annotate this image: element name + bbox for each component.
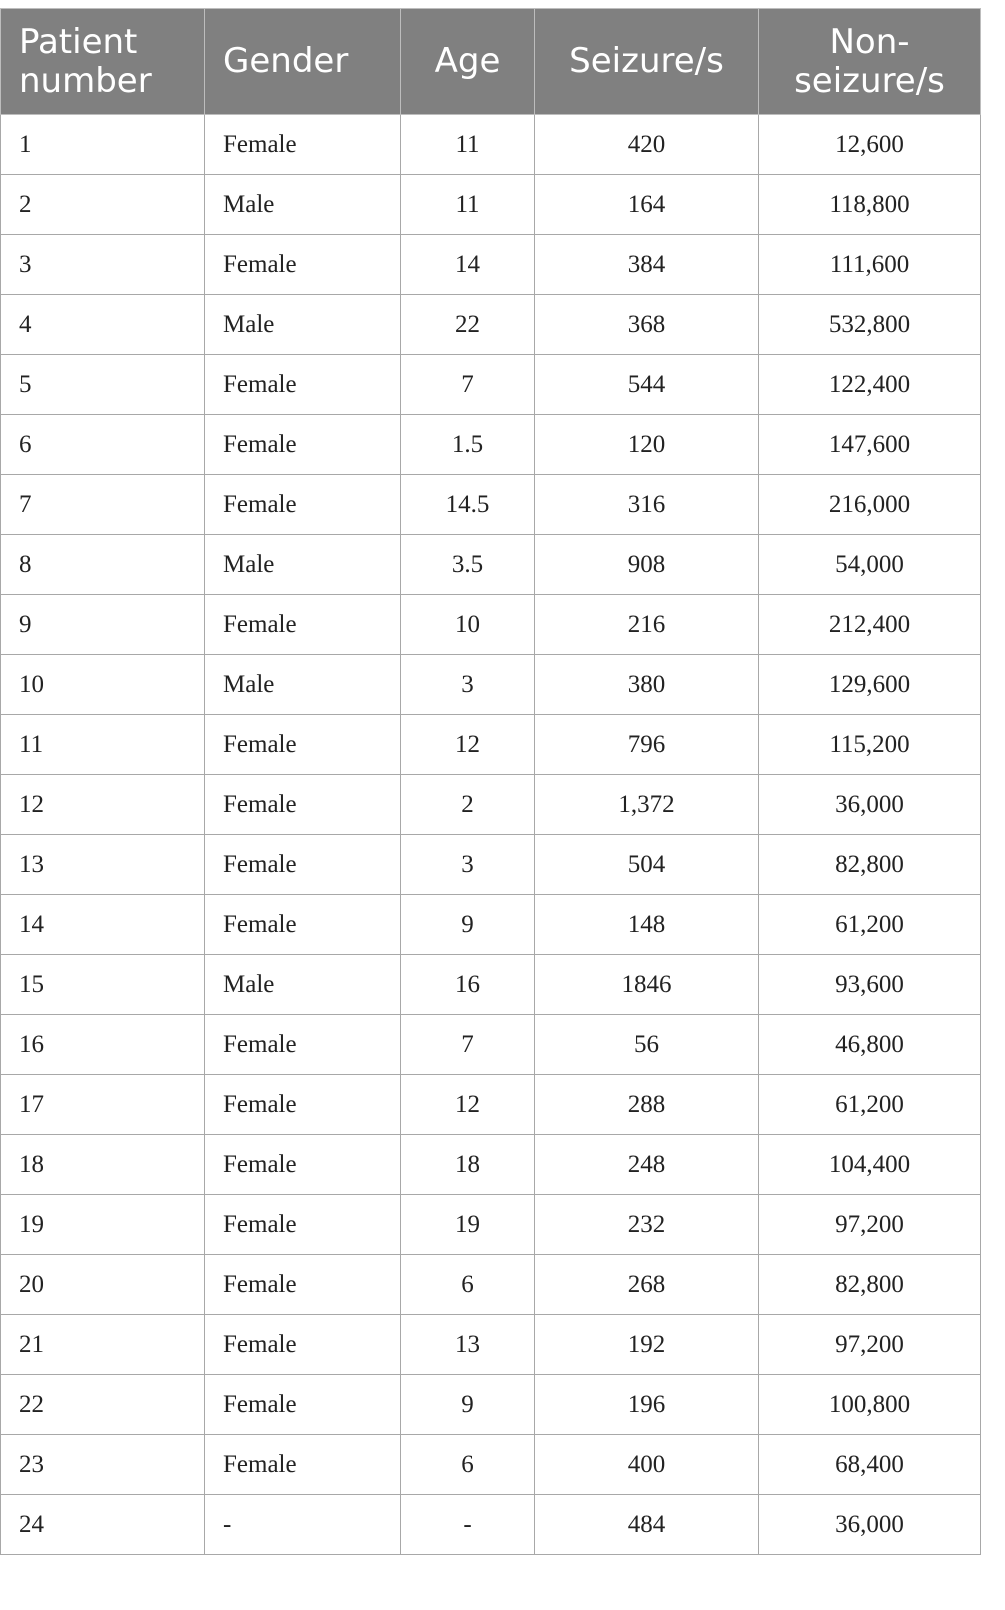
cell-age: - xyxy=(401,1495,535,1555)
cell-patient-number: 17 xyxy=(1,1075,205,1135)
cell-non-seizure: 93,600 xyxy=(759,955,981,1015)
cell-non-seizure: 36,000 xyxy=(759,775,981,835)
table-row xyxy=(1,835,981,895)
cell-seizure: 316 xyxy=(535,475,759,535)
cell-gender: Female xyxy=(205,1255,401,1315)
cell-non-seizure: 61,200 xyxy=(759,1075,981,1135)
table-row xyxy=(1,775,981,835)
patient-table-container xyxy=(0,8,980,1555)
cell-patient-number: 15 xyxy=(1,955,205,1015)
cell-gender: Female xyxy=(205,1315,401,1375)
cell-age: 13 xyxy=(401,1315,535,1375)
cell-seizure: 148 xyxy=(535,895,759,955)
table-row xyxy=(1,655,981,715)
header-row xyxy=(1,9,981,115)
cell-age: 2 xyxy=(401,775,535,835)
cell-gender: Female xyxy=(205,895,401,955)
cell-seizure: 248 xyxy=(535,1135,759,1195)
cell-gender: Male xyxy=(205,175,401,235)
cell-seizure: 56 xyxy=(535,1015,759,1075)
cell-seizure: 192 xyxy=(535,1315,759,1375)
cell-seizure: 1,372 xyxy=(535,775,759,835)
cell-seizure: 120 xyxy=(535,415,759,475)
cell-seizure: 368 xyxy=(535,295,759,355)
cell-gender: Female xyxy=(205,835,401,895)
table-row xyxy=(1,1435,981,1495)
cell-non-seizure: 118,800 xyxy=(759,175,981,235)
cell-non-seizure: 68,400 xyxy=(759,1435,981,1495)
cell-non-seizure: 216,000 xyxy=(759,475,981,535)
cell-patient-number: 6 xyxy=(1,415,205,475)
table-row xyxy=(1,415,981,475)
table-row xyxy=(1,1375,981,1435)
cell-age: 3 xyxy=(401,655,535,715)
table-row xyxy=(1,295,981,355)
cell-patient-number: 24 xyxy=(1,1495,205,1555)
cell-seizure: 232 xyxy=(535,1195,759,1255)
cell-gender: Female xyxy=(205,715,401,775)
cell-patient-number: 18 xyxy=(1,1135,205,1195)
cell-non-seizure: 97,200 xyxy=(759,1315,981,1375)
header-seizure: Seizure/s xyxy=(535,9,759,115)
cell-gender: Female xyxy=(205,775,401,835)
cell-gender: Female xyxy=(205,595,401,655)
cell-gender: Male xyxy=(205,535,401,595)
table-row xyxy=(1,895,981,955)
cell-patient-number: 22 xyxy=(1,1375,205,1435)
cell-non-seizure: 111,600 xyxy=(759,235,981,295)
cell-gender: Female xyxy=(205,355,401,415)
cell-patient-number: 1 xyxy=(1,115,205,175)
cell-seizure: 1846 xyxy=(535,955,759,1015)
cell-non-seizure: 532,800 xyxy=(759,295,981,355)
cell-age: 14.5 xyxy=(401,475,535,535)
table-row xyxy=(1,1255,981,1315)
cell-patient-number: 8 xyxy=(1,535,205,595)
cell-age: 6 xyxy=(401,1435,535,1495)
cell-seizure: 420 xyxy=(535,115,759,175)
cell-age: 22 xyxy=(401,295,535,355)
table-row xyxy=(1,1495,981,1555)
cell-age: 3.5 xyxy=(401,535,535,595)
cell-gender: Female xyxy=(205,1435,401,1495)
cell-patient-number: 5 xyxy=(1,355,205,415)
header-patient-number: Patient number xyxy=(1,9,205,115)
cell-age: 1.5 xyxy=(401,415,535,475)
cell-age: 19 xyxy=(401,1195,535,1255)
table-row xyxy=(1,355,981,415)
cell-non-seizure: 104,400 xyxy=(759,1135,981,1195)
table-row xyxy=(1,1195,981,1255)
cell-patient-number: 19 xyxy=(1,1195,205,1255)
cell-age: 11 xyxy=(401,115,535,175)
cell-age: 6 xyxy=(401,1255,535,1315)
table-header xyxy=(1,9,981,115)
cell-seizure: 796 xyxy=(535,715,759,775)
table-row xyxy=(1,535,981,595)
cell-age: 10 xyxy=(401,595,535,655)
table-row xyxy=(1,1015,981,1075)
cell-non-seizure: 129,600 xyxy=(759,655,981,715)
table-row xyxy=(1,1315,981,1375)
cell-age: 9 xyxy=(401,895,535,955)
table-row xyxy=(1,475,981,535)
cell-gender: Female xyxy=(205,1135,401,1195)
cell-non-seizure: 36,000 xyxy=(759,1495,981,1555)
cell-age: 18 xyxy=(401,1135,535,1195)
cell-seizure: 544 xyxy=(535,355,759,415)
cell-age: 9 xyxy=(401,1375,535,1435)
cell-gender: Male xyxy=(205,295,401,355)
table-row xyxy=(1,1135,981,1195)
cell-patient-number: 3 xyxy=(1,235,205,295)
cell-non-seizure: 61,200 xyxy=(759,895,981,955)
cell-gender: Male xyxy=(205,655,401,715)
cell-patient-number: 14 xyxy=(1,895,205,955)
cell-non-seizure: 46,800 xyxy=(759,1015,981,1075)
cell-non-seizure: 122,400 xyxy=(759,355,981,415)
cell-seizure: 504 xyxy=(535,835,759,895)
cell-patient-number: 16 xyxy=(1,1015,205,1075)
cell-age: 7 xyxy=(401,1015,535,1075)
table-row xyxy=(1,715,981,775)
cell-gender: - xyxy=(205,1495,401,1555)
cell-age: 16 xyxy=(401,955,535,1015)
cell-gender: Female xyxy=(205,1075,401,1135)
cell-gender: Female xyxy=(205,115,401,175)
cell-non-seizure: 12,600 xyxy=(759,115,981,175)
cell-non-seizure: 100,800 xyxy=(759,1375,981,1435)
cell-seizure: 908 xyxy=(535,535,759,595)
cell-age: 12 xyxy=(401,1075,535,1135)
cell-age: 3 xyxy=(401,835,535,895)
table-row xyxy=(1,115,981,175)
table-row xyxy=(1,595,981,655)
cell-seizure: 384 xyxy=(535,235,759,295)
table-row xyxy=(1,175,981,235)
cell-gender: Female xyxy=(205,415,401,475)
cell-seizure: 400 xyxy=(535,1435,759,1495)
cell-non-seizure: 54,000 xyxy=(759,535,981,595)
table-row xyxy=(1,955,981,1015)
cell-gender: Female xyxy=(205,1195,401,1255)
cell-seizure: 196 xyxy=(535,1375,759,1435)
cell-age: 7 xyxy=(401,355,535,415)
cell-patient-number: 21 xyxy=(1,1315,205,1375)
header-age: Age xyxy=(401,9,535,115)
cell-non-seizure: 82,800 xyxy=(759,835,981,895)
cell-non-seizure: 147,600 xyxy=(759,415,981,475)
cell-non-seizure: 212,400 xyxy=(759,595,981,655)
cell-seizure: 164 xyxy=(535,175,759,235)
cell-patient-number: 7 xyxy=(1,475,205,535)
cell-gender: Female xyxy=(205,235,401,295)
cell-age: 11 xyxy=(401,175,535,235)
cell-age: 12 xyxy=(401,715,535,775)
cell-patient-number: 2 xyxy=(1,175,205,235)
cell-seizure: 216 xyxy=(535,595,759,655)
table-row xyxy=(1,235,981,295)
header-gender: Gender xyxy=(205,9,401,115)
cell-seizure: 484 xyxy=(535,1495,759,1555)
cell-gender: Male xyxy=(205,955,401,1015)
patient-table xyxy=(0,8,981,1555)
cell-patient-number: 10 xyxy=(1,655,205,715)
cell-gender: Female xyxy=(205,1015,401,1075)
cell-patient-number: 20 xyxy=(1,1255,205,1315)
cell-patient-number: 23 xyxy=(1,1435,205,1495)
cell-patient-number: 4 xyxy=(1,295,205,355)
cell-seizure: 268 xyxy=(535,1255,759,1315)
cell-non-seizure: 82,800 xyxy=(759,1255,981,1315)
cell-gender: Female xyxy=(205,1375,401,1435)
header-non-seizure: Non-seizure/s xyxy=(759,9,981,115)
table-row xyxy=(1,1075,981,1135)
cell-patient-number: 9 xyxy=(1,595,205,655)
cell-patient-number: 11 xyxy=(1,715,205,775)
cell-non-seizure: 115,200 xyxy=(759,715,981,775)
table-body xyxy=(1,115,981,1555)
cell-gender: Female xyxy=(205,475,401,535)
cell-non-seizure: 97,200 xyxy=(759,1195,981,1255)
cell-seizure: 288 xyxy=(535,1075,759,1135)
cell-age: 14 xyxy=(401,235,535,295)
cell-patient-number: 13 xyxy=(1,835,205,895)
cell-seizure: 380 xyxy=(535,655,759,715)
cell-patient-number: 12 xyxy=(1,775,205,835)
